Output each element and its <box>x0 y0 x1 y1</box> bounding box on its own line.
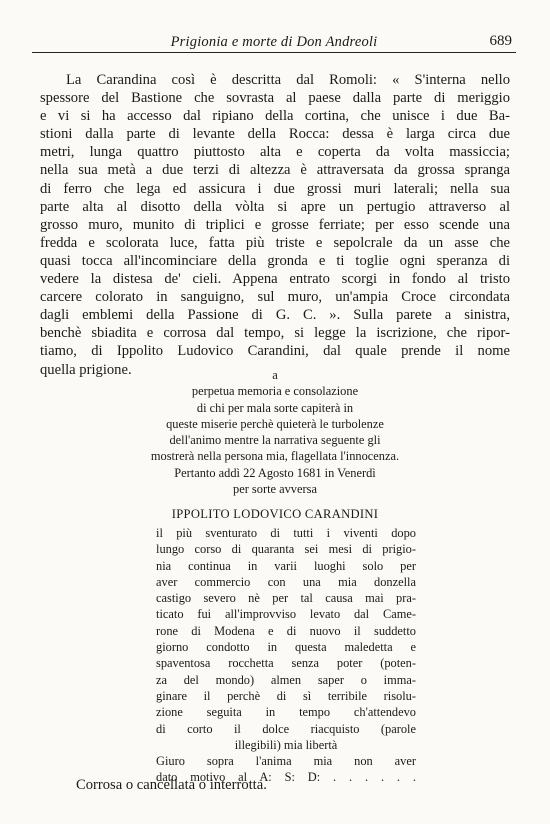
paragraph-line: quasi tocca all'incominciare della gronda e ti toglie ogni speranza di <box>40 252 510 269</box>
body-paragraph <box>40 71 510 379</box>
running-header <box>32 30 516 53</box>
paragraph-line: stioni dalla parte di levante della Rocca: dessa è larga circa due <box>40 126 510 143</box>
footer-note: Corrosa o cancellata o interrotta. <box>76 777 267 793</box>
paragraph-line: carcere colorato in sanguigno, sul muro, un'ampia Croce circondata <box>40 289 510 306</box>
inscription-body-line: il più sventurato di tutti i viventi dopo <box>156 526 416 540</box>
inscription-body-line: lungo corso di quaranta sei mesi di prigio- <box>156 542 416 557</box>
inscription-body-line: illegibili) mia libertà <box>234 737 338 752</box>
paragraph-line: vedere la distesa de' cieli. Appena entrato scorgi in fondo al tristo <box>40 271 510 288</box>
inscription-body-line: giorno condotto in questa maledetta e <box>156 640 416 655</box>
paragraph-line: La Carandina così è descritta dal Romoli: « S'interna nello <box>66 72 510 88</box>
paragraph-line: dagli emblemi della Passione di G. C. ». Sulla parete a sinistra, <box>40 307 510 324</box>
inscription-body-line: zione seguita in tempo ch'attendevo <box>156 705 416 720</box>
inscription-body-line: spaventosa rocchetta senza poter (poten- <box>156 656 416 671</box>
inscription-line: di chi per mala sorte capiterà in <box>196 400 354 415</box>
inscription-body-line: dato motivo al A: S: D: . . . . . . <box>156 770 416 785</box>
paragraph-line: benchè sbiadita e corrosa dal tempo, si legge la iscrizione, che ripor- <box>40 325 510 342</box>
inscription-body-line: aver commercio con una mia donzella <box>156 574 416 589</box>
inscription-body-line: Giuro sopra l'anima mia non aver <box>156 754 416 769</box>
inscription-body-line: nia continua in varii luoghi solo per <box>156 558 416 573</box>
inscription-body-line: ticato fui all'improvviso levato dal Came- <box>156 607 416 622</box>
inscription-dedication <box>0 367 550 497</box>
running-title: Prigionia e morte di Don Andreoli <box>170 34 378 50</box>
inscription-body-line: rone di Modena e di nuovo il suddetto <box>156 623 416 638</box>
paragraph-line: grosso muro, munito di triplici e grosse ferriate; per esso scende una <box>40 216 510 233</box>
paragraph-line: e vi si ha accesso dal ripiano della cortina, che unisce i due Ba- <box>40 108 510 125</box>
paragraph-line: nella sua metà a due terzi di altezza è attraversata da grossa spranga <box>40 162 510 179</box>
page-number: 689 <box>489 33 512 49</box>
inscription-line: mostrerà nella persona mia, flagellata l'innocenza. <box>150 449 400 464</box>
paragraph-line: parte alta al disotto della vòlta si apre un pertugio attraverso al <box>40 198 510 215</box>
inscription-line: dell'animo mentre la narrativa seguente gli <box>169 433 381 448</box>
paragraph-line: di ferro che lega ed assicura i due grossi muri laterali; nella sua <box>40 180 510 197</box>
inscription-line: per sorte avversa <box>233 482 317 497</box>
inscription-line: perpetua memoria e consolazione <box>191 384 359 399</box>
inscription-body <box>156 525 416 786</box>
paragraph-line: metri, lunga quattro piuttosto alta e coperta da volta massiccia; <box>40 144 510 161</box>
paragraph-line: fredda e scolorata luce, fatta più triste e sepolcrale da un asse che <box>40 234 510 251</box>
inscription-body-line: castigo severo nè per tal causa mai pra- <box>156 591 416 606</box>
inscription-body-line: di corto il dolce riacquisto (parole <box>156 721 416 736</box>
inscription-signature: IPPOLITO LODOVICO CARANDINI <box>171 507 379 521</box>
inscription-line: queste miserie perchè quieterà le turbolenze <box>166 416 384 431</box>
inscription-body-line: za del mondo) almen saper o imma- <box>156 672 416 687</box>
paragraph-line: spessore del Bastione che sovrasta al paese dalla parte di meriggio <box>40 90 510 107</box>
paragraph-line: tiamo, di Ippolito Ludovico Carandini, dal quale prende il nome <box>40 343 510 360</box>
inscription-line: Pertanto addì 22 Agosto 1681 in Venerdì <box>174 465 376 480</box>
inscription-line: a <box>272 368 278 382</box>
inscription-body-line: ginare il perchè di sì terribile risolu- <box>156 688 416 703</box>
paragraph-line: quella prigione. <box>40 361 132 378</box>
